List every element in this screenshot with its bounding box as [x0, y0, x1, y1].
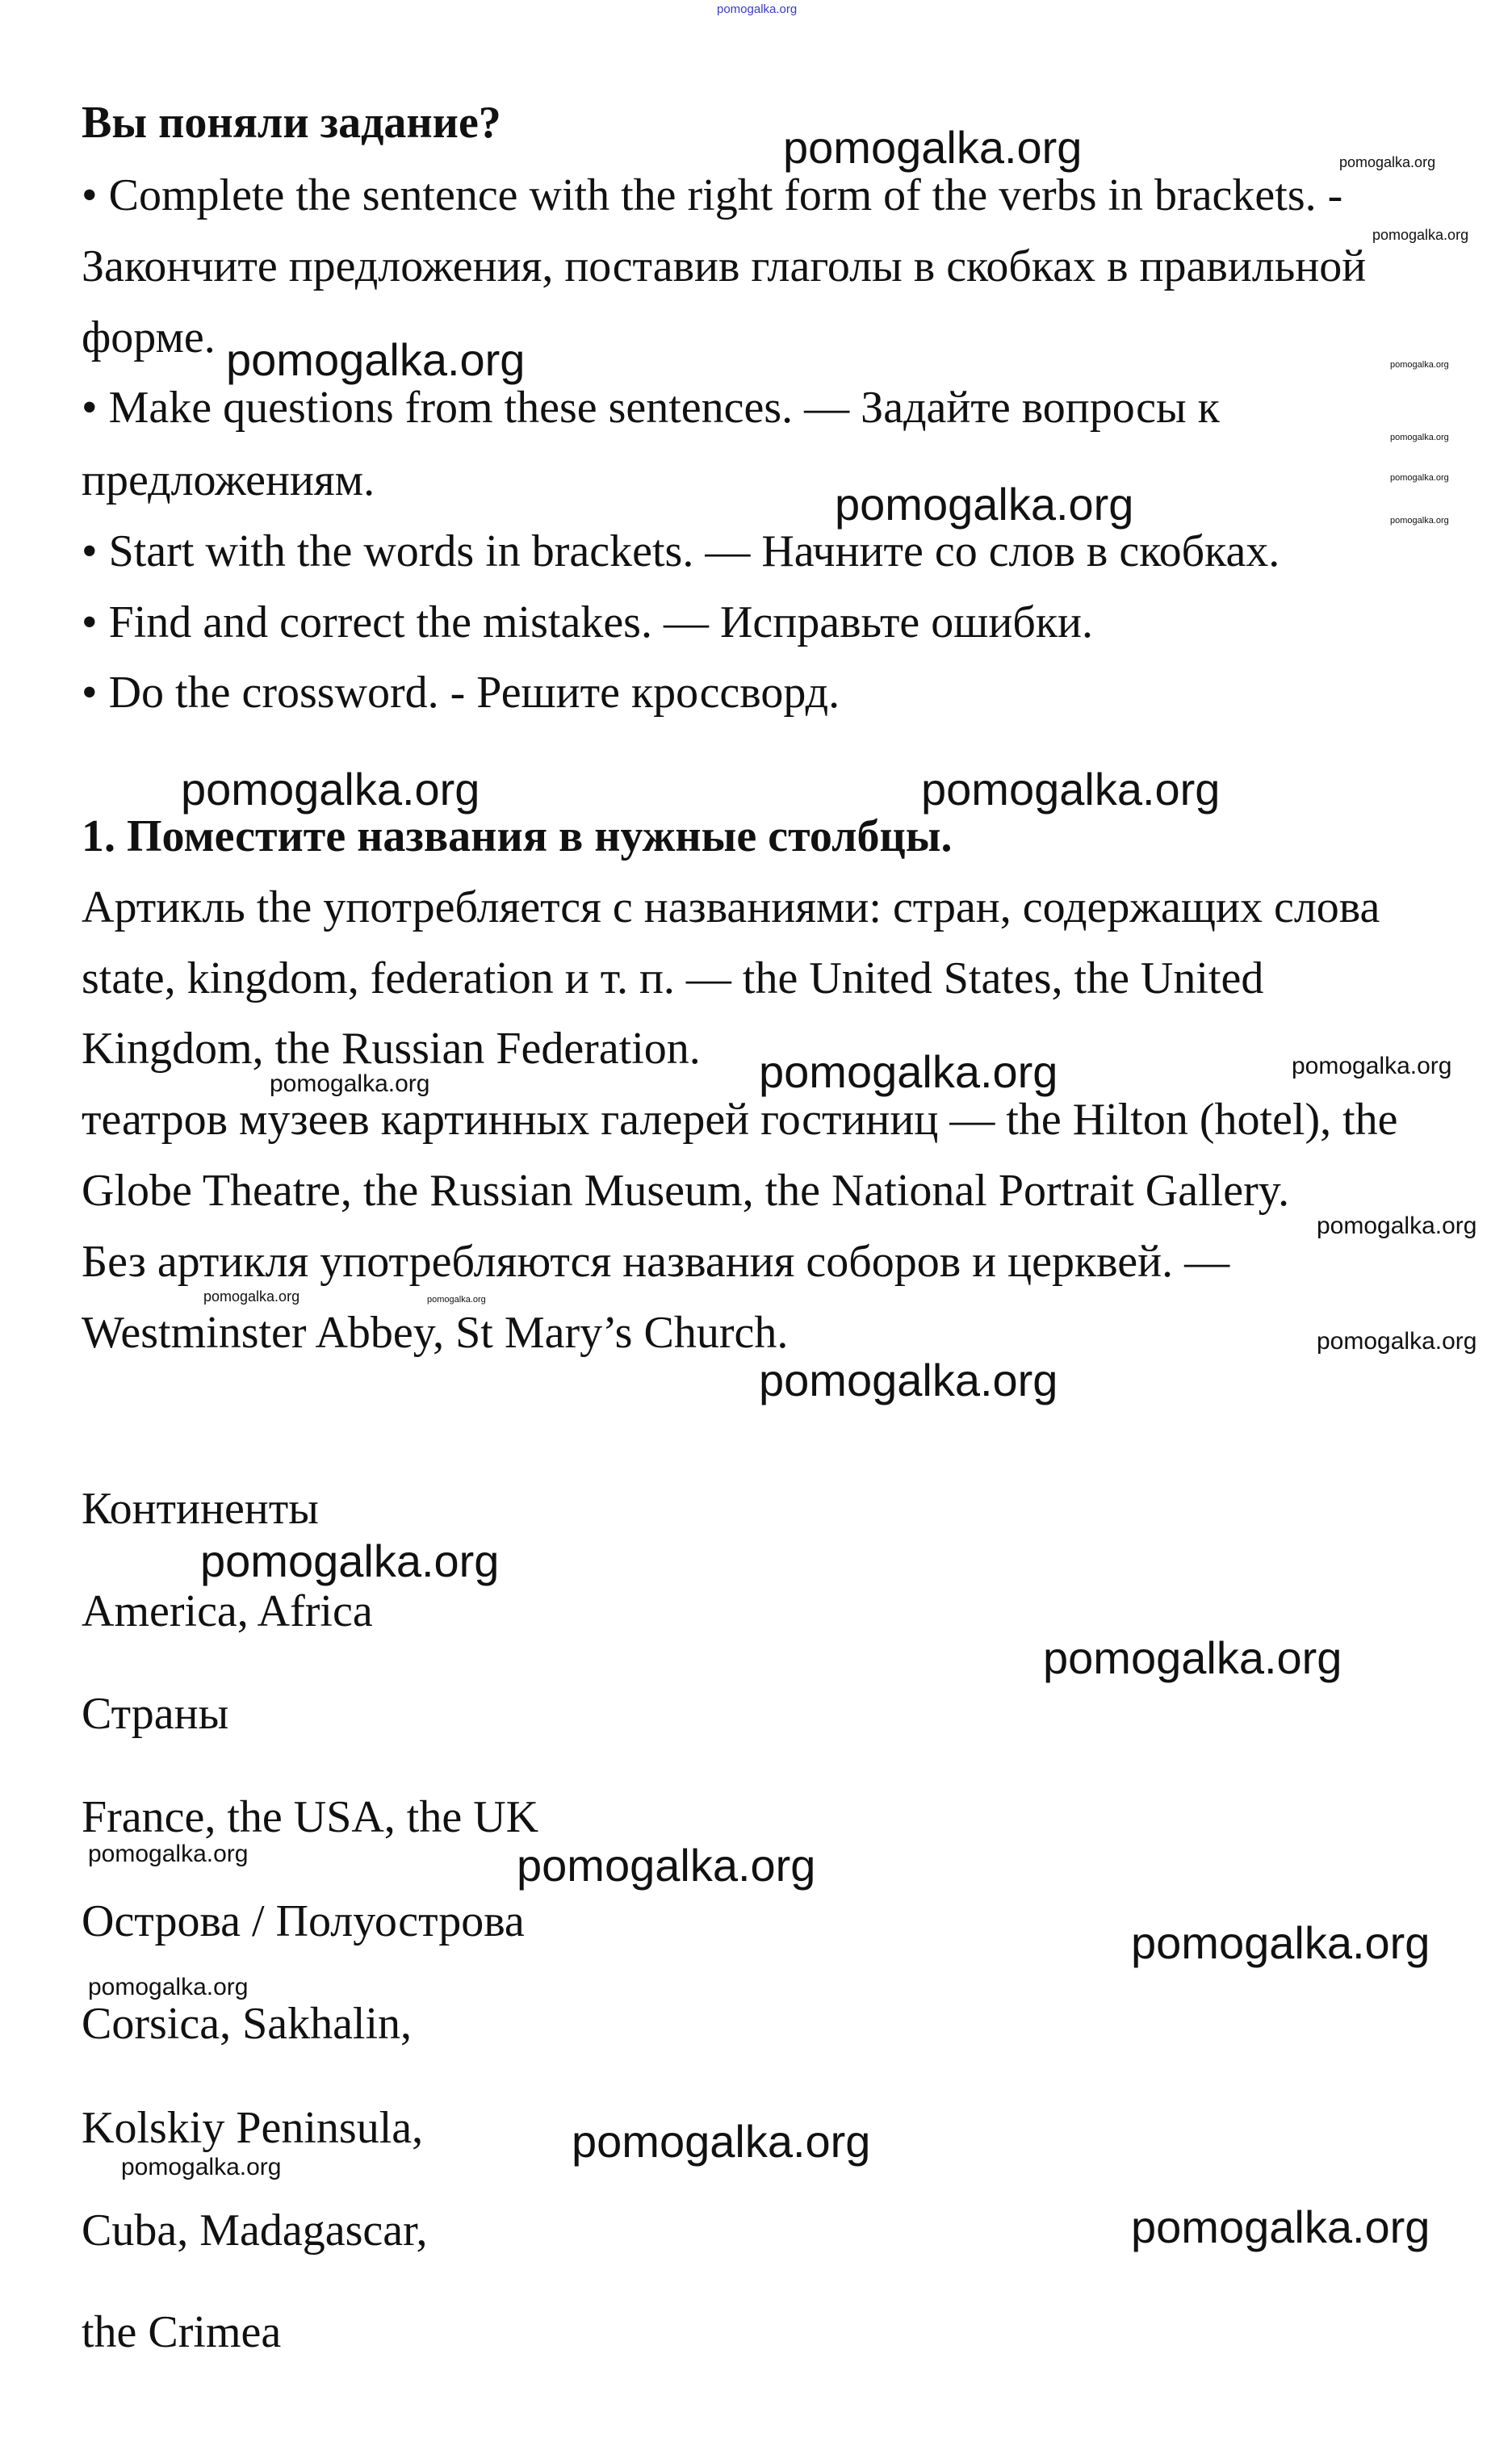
watermark: pomogalka.org — [921, 764, 1221, 815]
intro-line: • Find and correct the mistakes. — Исправьте ошибки. — [82, 597, 1094, 647]
answer-heading: Континенты — [82, 1484, 319, 1534]
watermark: pomogalka.org — [572, 2116, 871, 2167]
watermark: pomogalka.org — [783, 122, 1083, 173]
exercise-line: Westminster Abbey, St Mary’s Church. — [82, 1308, 789, 1358]
watermark: pomogalka.org — [1292, 1053, 1452, 1079]
watermark: pomogalka.org — [88, 1841, 249, 1867]
exercise-line: Globe Theatre, the Russian Museum, the National Portrait Gallery. — [82, 1166, 1290, 1216]
watermark: pomogalka.org — [1131, 1917, 1430, 1968]
watermark: pomogalka.org — [427, 1295, 486, 1305]
answer-heading: Острова / Полуострова — [82, 1896, 525, 1946]
watermark: pomogalka.org — [1043, 1632, 1342, 1683]
watermark: pomogalka.org — [203, 1288, 300, 1305]
exercise-title: 1. Поместите названия в нужные столбцы. — [82, 811, 953, 861]
watermark: pomogalka.org — [1131, 2201, 1430, 2252]
watermark: pomogalka.org — [1317, 1213, 1477, 1239]
top-watermark: pomogalka.org — [717, 2, 798, 16]
intro-line: • Do the crossword. - Решите кроссворд. — [82, 668, 840, 718]
watermark: pomogalka.org — [200, 1535, 500, 1586]
answer-line: America, Africa — [82, 1586, 373, 1636]
answer-line: Kolskiy Peninsula, — [82, 2103, 424, 2153]
watermark: pomogalka.org — [835, 479, 1134, 530]
watermark: pomogalka.org — [270, 1070, 430, 1097]
watermark: pomogalka.org — [1339, 154, 1436, 170]
answer-line: Corsica, Sakhalin, — [82, 1999, 413, 2049]
watermark: pomogalka.org — [181, 764, 480, 815]
watermark: pomogalka.org — [759, 1046, 1058, 1097]
answer-line: Cuba, Madagascar, — [82, 2205, 428, 2256]
watermark: pomogalka.org — [759, 1355, 1058, 1405]
intro-line: предложениям. — [82, 455, 375, 505]
watermark: pomogalka.org — [88, 1974, 249, 2000]
watermark: pomogalka.org — [1372, 227, 1469, 243]
exercise-line: state, kingdom, federation и т. п. — the United States, the United — [82, 953, 1264, 1003]
exercise-line: Артикль the употребляется с названиями: стран, содержащих слова — [82, 882, 1380, 932]
exercise-line: Без артикля употребляются названия соборов и церквей. — — [82, 1237, 1230, 1287]
watermark: pomogalka.org — [226, 334, 526, 385]
exercise-line: Kingdom, the Russian Federation. — [82, 1024, 701, 1074]
watermark: pomogalka.org — [1390, 433, 1449, 442]
watermark: pomogalka.org — [1390, 516, 1449, 526]
exercise-line: театров музеев картинных галерей гостиниц — the Hilton (hotel), the — [82, 1095, 1398, 1145]
intro-line: • Start with the words in brackets. — Начните со слов в скобках. — [82, 526, 1280, 576]
watermark: pomogalka.org — [517, 1840, 816, 1891]
answer-line: the Crimea — [82, 2307, 282, 2357]
watermark: pomogalka.org — [1390, 473, 1449, 483]
answer-line: France, the USA, the UK — [82, 1792, 539, 1842]
answer-heading: Страны — [82, 1689, 229, 1739]
watermark: pomogalka.org — [121, 2154, 282, 2180]
watermark: pomogalka.org — [1317, 1328, 1477, 1355]
intro-line: • Make questions from these sentences. — Задайте вопросы к — [82, 383, 1220, 433]
intro-line: Закончите предложения, поставив глаголы в скобках в правильной — [82, 241, 1367, 291]
intro-line: • Complete the sentence with the right form of the verbs in brackets. - — [82, 170, 1343, 220]
intro-title: Вы поняли задание? — [82, 98, 501, 148]
intro-line: форме. — [82, 312, 216, 362]
watermark: pomogalka.org — [1390, 360, 1449, 370]
